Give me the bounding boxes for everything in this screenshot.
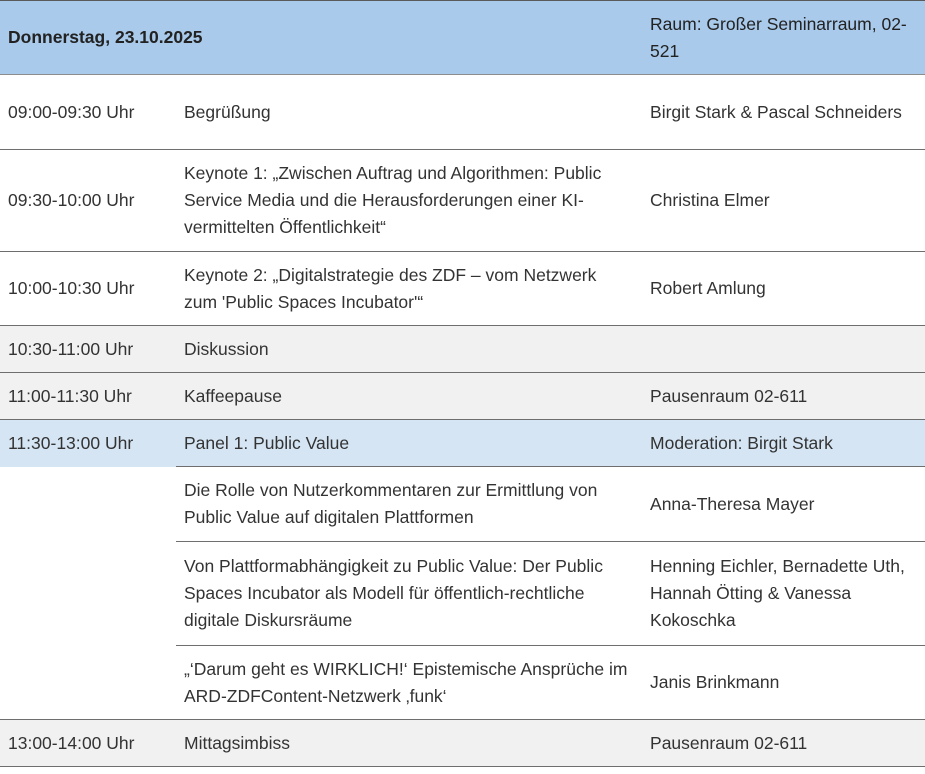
speaker-cell: Anna-Theresa Mayer: [642, 467, 925, 542]
speaker-cell: Pausenraum 02-611: [642, 720, 925, 767]
session-title: Kaffeepause: [176, 373, 642, 420]
session-title: Diskussion: [176, 326, 642, 373]
schedule-row: [0, 150, 925, 252]
time-cell: [0, 467, 176, 542]
session-title: Mittagsimbiss: [176, 720, 642, 767]
speaker-cell: Henning Eichler, Bernadette Uth, Hannah Ötting & Vanessa Kokoschka: [642, 542, 925, 646]
schedule-row: [0, 326, 925, 373]
time-cell: 11:00-11:30 Uhr: [0, 373, 176, 420]
time-cell: [0, 542, 176, 646]
day-header-row: [0, 1, 925, 75]
speaker-cell: Janis Brinkmann: [642, 646, 925, 720]
talk-title: Die Rolle von Nutzerkommentaren zur Ermittlung von Public Value auf digitalen Plattformen: [176, 467, 642, 542]
day-heading: Donnerstag, 23.10.2025: [0, 1, 642, 75]
time-cell: 11:30-13:00 Uhr: [0, 420, 176, 467]
talk-title: Von Plattformabhängigkeit zu Public Value: Der Public Spaces Incubator als Modell für öffentlich-rechtliche digitale Diskursräume: [176, 542, 642, 646]
time-cell: 09:30-10:00 Uhr: [0, 150, 176, 252]
talk-row: [0, 542, 925, 646]
schedule-row: [0, 373, 925, 420]
time-cell: [0, 646, 176, 720]
talk-row: [0, 467, 925, 542]
moderator-cell: Moderation: Birgit Stark: [642, 420, 925, 467]
time-cell: 10:30-11:00 Uhr: [0, 326, 176, 373]
schedule-row: [0, 75, 925, 150]
time-cell: 10:00-10:30 Uhr: [0, 252, 176, 326]
speaker-cell: Robert Amlung: [642, 252, 925, 326]
talk-title: „‘Darum geht es WIRKLICH!‘ Epistemische Ansprüche im ARD-ZDFContent-Netzwerk ‚funk‘: [176, 646, 642, 720]
speaker-cell: [642, 326, 925, 373]
session-title: Begrüßung: [176, 75, 642, 150]
panel-title: Panel 1: Public Value: [176, 420, 642, 467]
schedule-row: [0, 720, 925, 767]
speaker-cell: Christina Elmer: [642, 150, 925, 252]
session-title: Keynote 1: „Zwischen Auftrag und Algorithmen: Public Service Media und die Herausforderungen einer KI-vermittelten Öffentlichkeit“: [176, 150, 642, 252]
time-cell: 09:00-09:30 Uhr: [0, 75, 176, 150]
speaker-cell: Birgit Stark & Pascal Schneiders: [642, 75, 925, 150]
session-title: Keynote 2: „Digitalstrategie des ZDF – vom Netzwerk zum 'Public Spaces Incubator'“: [176, 252, 642, 326]
time-cell: 13:00-14:00 Uhr: [0, 720, 176, 767]
speaker-cell: Pausenraum 02-611: [642, 373, 925, 420]
talk-row: [0, 646, 925, 720]
schedule-row: [0, 252, 925, 326]
room-label: Raum: Großer Seminarraum, 02-521: [642, 1, 925, 75]
panel-row: [0, 420, 925, 467]
